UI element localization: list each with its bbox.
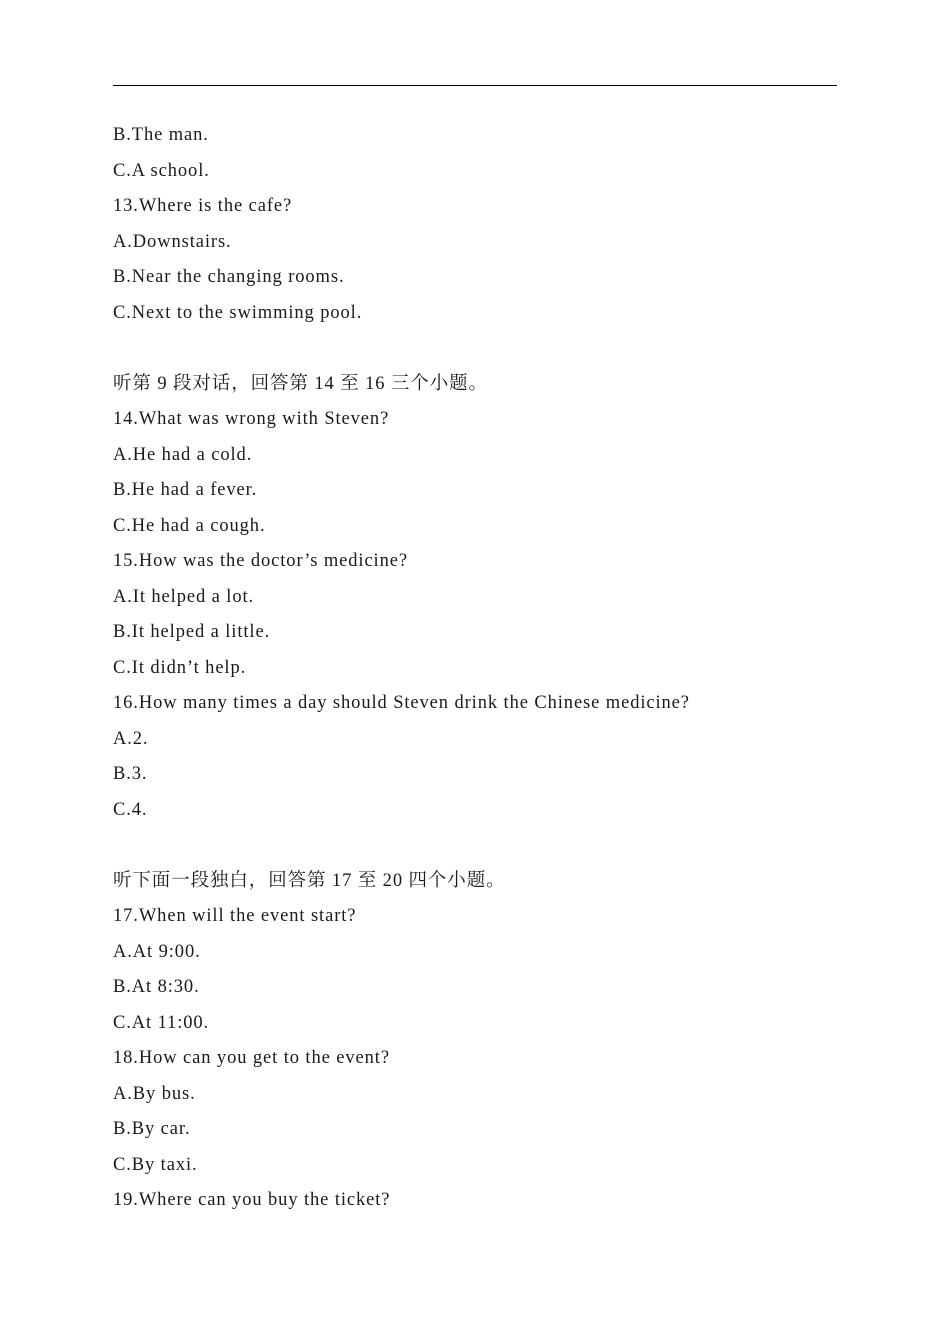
option-15b: B.It helped a little.: [113, 622, 271, 642]
option-13c: C.Next to the swimming pool.: [113, 302, 363, 323]
section-instruction-monologue: 听下面一段独白，回答第 17 至 20 四个小题。: [113, 870, 506, 891]
option-17b: B.At 8:30.: [113, 977, 200, 997]
option-16b: B.3.: [113, 764, 148, 784]
section-gap: [113, 331, 837, 367]
question-13: 13.Where is the cafe?: [113, 196, 293, 216]
option-13a: A.Downstairs.: [113, 231, 232, 252]
section-gap: [113, 828, 837, 864]
option-12c: C.A school.: [113, 160, 210, 181]
option-18b: B.By car.: [113, 1119, 191, 1139]
question-15: 15.How was the doctor’s medicine?: [113, 551, 408, 571]
option-17a: A.At 9:00.: [113, 941, 201, 962]
option-17c: C.At 11:00.: [113, 1012, 210, 1033]
option-16a: A.2.: [113, 728, 149, 749]
option-12b: B.The man.: [113, 125, 209, 145]
option-16c: C.4.: [113, 799, 148, 820]
option-14b: B.He had a fever.: [113, 480, 258, 500]
document-body: [113, 118, 837, 1219]
question-16: 16.How many times a day should Steven drink the Chinese medicine?: [113, 693, 690, 713]
section-instruction-dialogue-9: 听第 9 段对话，回答第 14 至 16 三个小题。: [113, 373, 488, 394]
question-18: 18.How can you get to the event?: [113, 1048, 390, 1068]
question-14: 14.What was wrong with Steven?: [113, 409, 390, 429]
option-14a: A.He had a cold.: [113, 444, 253, 465]
option-14c: C.He had a cough.: [113, 515, 266, 536]
option-13b: B.Near the changing rooms.: [113, 267, 345, 287]
question-17: 17.When will the event start?: [113, 906, 357, 926]
option-18c: C.By taxi.: [113, 1154, 198, 1175]
header-rule: [113, 85, 837, 86]
question-19: 19.Where can you buy the ticket?: [113, 1190, 391, 1210]
option-18a: A.By bus.: [113, 1083, 196, 1104]
option-15a: A.It helped a lot.: [113, 586, 255, 607]
option-15c: C.It didn’t help.: [113, 657, 247, 678]
